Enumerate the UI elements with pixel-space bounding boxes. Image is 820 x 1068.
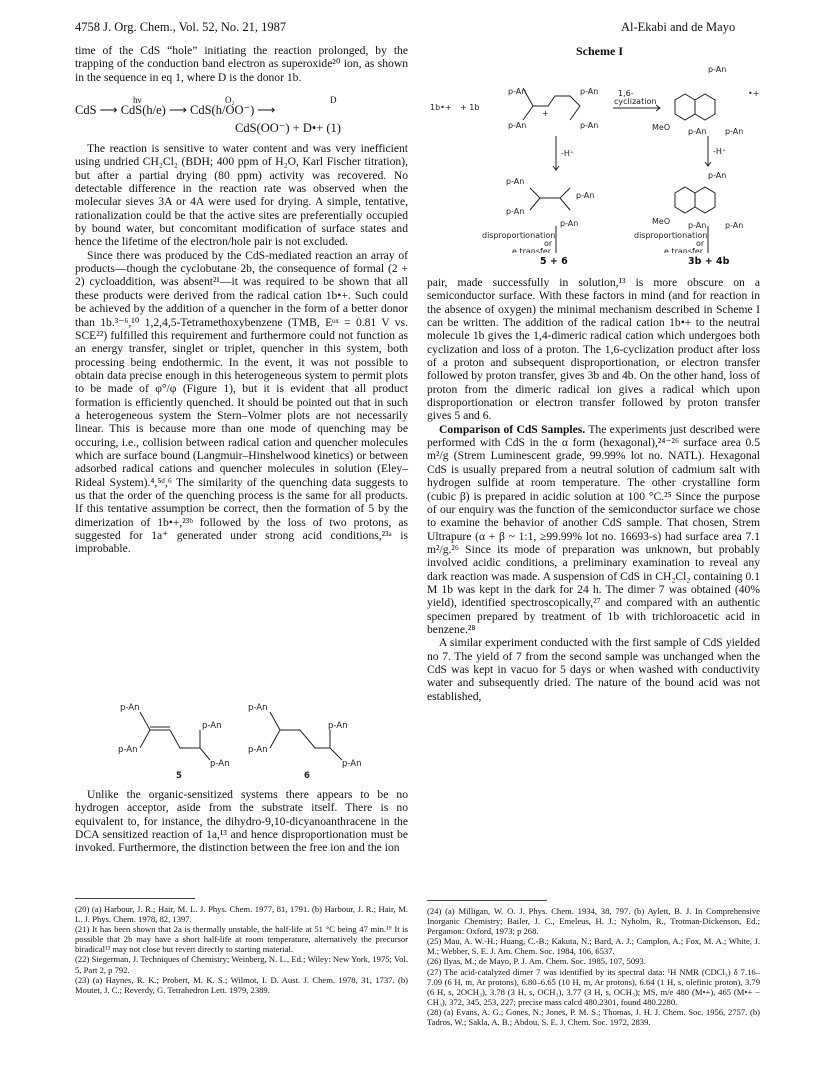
paragraph-text: The experiments just described were performed with CdS in the α form (hexagonal),²⁴⁻²⁶ surface area 0.5 m²/g (Strem Luminescent grade, 99.99% lot no. NATL). Hexagonal CdS is usually prepared from a neutral solution of cadmium salt with hydrogen sulfide at room temperature. The other crystalline form (cubic β) is prepared in acidic solution at 100 °C.²⁵ Since the purpose of our enquiry was the function of the semiconductor surface we chose to examine the behavior of another CdS sample. That chosen, Strem Ultrapure (α + β ~ 1:1, ≥99.99% lot no. 16693-s) had surface area 7.1 m²/g.²⁶ Since its mode of preparation was unknown, but probably involved acidic conditions, a preliminary examination to reveal any dark reaction was made. A suspension of CdS in CH₂Cl₂ containing 0.1 M 1b was kept in the dark for 24 h. The dimer 7 was obtained (40% yield), identified spectroscopically,²⁷ and compared with an authentic specimen prepared by treatment of 1b with trichloroacetic acid in benzene.²⁸ — [427, 422, 760, 636]
label-pan: p-An — [688, 127, 707, 136]
ring — [695, 94, 715, 120]
footnote: (24) (a) Milligan, W. O. J. Phys. Chem. 1934, 38, 797. (b) Aylett, B. J. In Comprehensive Inorganic Chemistry; Bailer, J. C., Emeleus, H. J.; Nyholm, R., Trotman-Dickenson, Ed.; Pergamon: Oxford, 1973; p 268. — [427, 906, 760, 937]
left-column-lower — [75, 788, 408, 855]
scheme-title: Scheme I — [576, 44, 623, 58]
bond — [270, 712, 280, 748]
label-pan: p-An — [688, 221, 707, 230]
ring — [675, 94, 695, 120]
label-e-transfer: e transfer — [512, 247, 552, 253]
label-pan: p-An — [708, 171, 727, 180]
label-pan: p-An — [508, 121, 527, 130]
bond — [170, 730, 200, 748]
label-meo: MeO — [652, 217, 671, 226]
label-dot-plus: •+ — [748, 89, 760, 98]
label-5-6: 5 + 6 — [540, 256, 568, 267]
label-pan: p-An — [210, 759, 230, 769]
bond — [523, 106, 533, 120]
footnote: (28) (a) Evans, A. G.; Gones, N.; Jones, P. M. S.; Thomas, J. H. J. Chem. Soc. 1956, 2757. (b) Tadros, W.; Sakla, A. B.; Abdou, S. E. J. Chem. Soc. 1972, 2839. — [427, 1006, 760, 1028]
label-or: or — [696, 239, 705, 248]
ring — [695, 187, 715, 213]
label-pan: p-An — [508, 87, 527, 96]
footnote: (21) It has been shown that 2a is thermally unstable, the half-life at 51 °C being 47 min.¹⁹ It is possible that 2b may have a short half-life at room temperature, alternatively the precursor biradical¹³ may not close but revert directly to starting material. — [75, 924, 408, 955]
label-minus-h: -H⁺ — [713, 147, 727, 156]
paragraph: Unlike the organic-sensitized systems there appears to be no hydrogen acceptor, aside from the substrate itself. There is no equivalent to, for instance, the dihydro-9,10-dicyanoanthracene in the DCA sensitized reaction of 1a,¹³ and hence disproportionation must be invoked. Furthermore, the distinction between the free ion and the ion — [75, 788, 408, 855]
label-disproportionation: disproportionation — [634, 231, 708, 240]
bond — [530, 198, 540, 210]
label-pan: p-An — [576, 191, 595, 200]
compound-number: 5 — [176, 771, 182, 780]
running-header-left: 4758 J. Org. Chem., Vol. 52, No. 21, 1987 — [75, 20, 287, 34]
label-cyclization: 1,6- — [618, 89, 634, 98]
label-pan: p-An — [506, 177, 525, 186]
footnote-rule — [427, 900, 547, 901]
equation-1 — [75, 88, 408, 136]
bond — [570, 106, 580, 120]
footnote: (23) (a) Haynes, R. K.; Probert, M. K. S.; Wilmot, I. D. Aust. J. Chem. 1978, 31, 1737. (b) Moutet, J. C.; Reverdy, G. Tetrahedron Lett. 1979, 2389. — [75, 974, 408, 995]
structures-5-6 — [110, 700, 390, 780]
label-1b-radical-cation: 1b•+ — [430, 103, 452, 112]
bond — [530, 188, 570, 198]
label-pan: p-An — [120, 703, 140, 713]
label-3b-4b: 3b + 4b — [688, 256, 730, 267]
label-pan: p-An — [202, 721, 222, 731]
eq-line-1: CdS ⟶ CdS(h/e) ⟶ CdS(h/OO⁻) ⟶ — [75, 103, 276, 118]
label-pan: p-An — [725, 221, 744, 230]
label-pan: p-An — [506, 207, 525, 216]
ring — [675, 187, 695, 213]
footnotes-left — [75, 904, 408, 995]
compound-number: 6 — [304, 771, 310, 780]
label-pan: p-An — [708, 65, 727, 74]
label-pan: p-An — [342, 759, 362, 769]
label-cyclization: cyclization — [614, 97, 657, 106]
eq-o2-label: O₂ — [225, 95, 235, 106]
label-plus-1b: + 1b — [460, 103, 480, 112]
bond — [200, 730, 210, 760]
label-pan: p-An — [580, 121, 599, 130]
paragraph: pair, made successfully in solution,¹³ is more obscure on a semiconductor surface. With these factors in mind (and for reaction in the absence of oxygen) the minimal mechanism described in Scheme I can be written. The addition of the radical cation 1b•+ to the neutral molecule 1b gives the 1,4-dimeric radical cation which undergoes both cyclization and loss of a proton. The 1,6-cyclization product after loss of a proton and subsequent disproportionation, or electron transfer followed by proton transfer, gives 3b and 4b. On the other hand, loss of proton from the dimeric radical ion gives a radical which upon disproportionation or electron transfer followed by proton transfer gives 5 and 6. — [427, 276, 760, 423]
label-pan: p-An — [560, 219, 579, 228]
right-column — [427, 276, 760, 703]
label-minus-h: -H⁺ — [561, 149, 575, 158]
section-heading: Comparison of CdS Samples. — [439, 422, 586, 436]
label-pan: p-An — [725, 127, 744, 136]
eq-hv-label: hν — [133, 95, 142, 106]
left-column — [75, 44, 408, 556]
eq-line-2: CdS(OO⁻) + D•+ (1) — [235, 121, 341, 136]
label-e-transfer: e transfer — [664, 247, 704, 253]
eq-d-label: D — [330, 95, 337, 106]
bond — [140, 712, 150, 748]
label-pan: p-An — [118, 745, 138, 755]
label-pan: p-An — [248, 745, 268, 755]
label-or: or — [544, 239, 553, 248]
footnote: (25) Mau, A. W.-H.; Huang, C.-B.; Kakuta, N.; Bard, A. J.; Camplon, A.; Fox, M. A.; White, J. M.; Webber, S. E. J. Am. Chem. Soc. 1984, 106, 6537. — [427, 936, 760, 957]
footnote: (26) Ilyas, M.; de Mayo, P. J. Am. Chem. Soc. 1985, 107, 5093. — [427, 956, 646, 967]
label-pan: p-An — [580, 87, 599, 96]
footnotes-right — [427, 906, 760, 1027]
label-meo: MeO — [652, 123, 671, 132]
paragraph: time of the CdS “hole” initiating the reaction prolonged, by the trapping of the conduction band electron as superoxide²⁰ ion, as shown in the sequence in eq 1, where D is the donor 1b. — [75, 44, 408, 84]
bond — [280, 730, 330, 748]
running-header-right: Al-Ekabi and de Mayo — [621, 20, 736, 34]
bond — [523, 88, 580, 106]
paragraph: Since there was produced by the CdS-mediated reaction an array of products—though the cyclobutane 2b, the consequence of formal (2 + 2) cycloaddition, was absent²¹—it was required to be shown that all these products were derived from the radical cation 1b•+. Such could be achieved by the addition of a quencher in the form of a better donor than 1b.³⁻⁶,¹⁰ 1,2,4,5-Tetramethoxybenzene (TMB, Eᵒˣ = 0.81 V vs. SCE²²) fulfilled this requirement and furthermore could not function as an energy transfer, singlet or triplet, quencher in this system, both processing being endothermic. In the event, it was not possible to obtain data precise enough in this heterogeneous system to permit plots to be made of φ°/φ (Figure 1), but it is evident that all product formation is efficiently quenched. It should be pointed out that in such a heterogeneous system the Stern–Volmer plots are not necessarily linear. This is because more than one mode of quenching may be occuring, i.e., collision between radical cation and quencher molecules which are surface bound (Langmuir–Hinshelwood kinetics) or between adsorbed radical cations and quencher molecules in solution (Eley–Rideal System).⁴,⁵ᵈ,⁶ The similarity of the quenching data suggests to us that the order of the quenching process is the same for all products. If this tentative assumption be correct, then the formation of 5 by the dimerization of 1b•+,²³ᵇ followed by the loss of two protons, as suggested for 1a⁺ generated under strong acid conditions,²³ᵃ is improbable. — [75, 248, 408, 556]
scheme-1 — [420, 58, 770, 253]
bond — [560, 198, 570, 210]
label-plus: + — [542, 109, 549, 118]
bond — [330, 730, 342, 760]
footnote: (27) The acid-catalyzed dimer 7 was identified by its spectral data: ¹H NMR (CDCl₃) δ 7.16–7.09 (6 H, m, Ar protons), 6.80–6.65 (10 H, m, Ar protons), 6.64 (1 H, s, olefinic proton), 3.79 (6 H, s, 2OCH₃), 3.78 (3 H, s, OCH₃), 3.77 (3 H, s, OCH₃); MS, m/e 480 (M•+), 465 (M•+ − CH₃), 372, 345, 253, 227; precise mass calcd 480.2301, found 480.2280. — [427, 966, 760, 1007]
footnote: (20) (a) Harbour, J. R.; Hair, M. L. J. Phys. Chem. 1977, 81, 1791. (b) Harbour, J. R.; Hair, M. L. J. Phys. Chem. 1978, 82, 1397. — [75, 904, 408, 925]
footnote-rule — [75, 898, 195, 899]
label-pan: p-An — [328, 721, 348, 731]
label-disproportionation: disproportionation — [482, 231, 556, 240]
paragraph: The reaction is sensitive to water content and was very inefficient using undried CH₂Cl₂ (BDH; 400 ppm of H₂O, Karl Fischer titration), but after a partial drying (80 ppm) activity was recovered. No detectable difference in the reaction rate was observed when the molecular sieves 3A or 4A were used for drying. A simple, tentative, rationalization could be that the active sites are preferentially occupied by bound water, but concomitant modification of surface states and hence the lifetime of the electron/hole pair is not excluded. — [75, 142, 408, 249]
footnote: (22) Siegerman, J. Techniques of Chemistry; Weinberg, N. L., Ed.; Wiley: New York, 1975; Vol. 5, Part 2, p 792. — [75, 954, 408, 975]
paragraph: A similar experiment conducted with the first sample of CdS yielded no 7. The yield of 7 from the second sample was unchanged when the CdS was kept in vacuo for 5 days or when washed with conductivity water and subsequently dried. The nature of the bound acid was not established, — [427, 636, 760, 703]
label-pan: p-An — [248, 703, 268, 713]
